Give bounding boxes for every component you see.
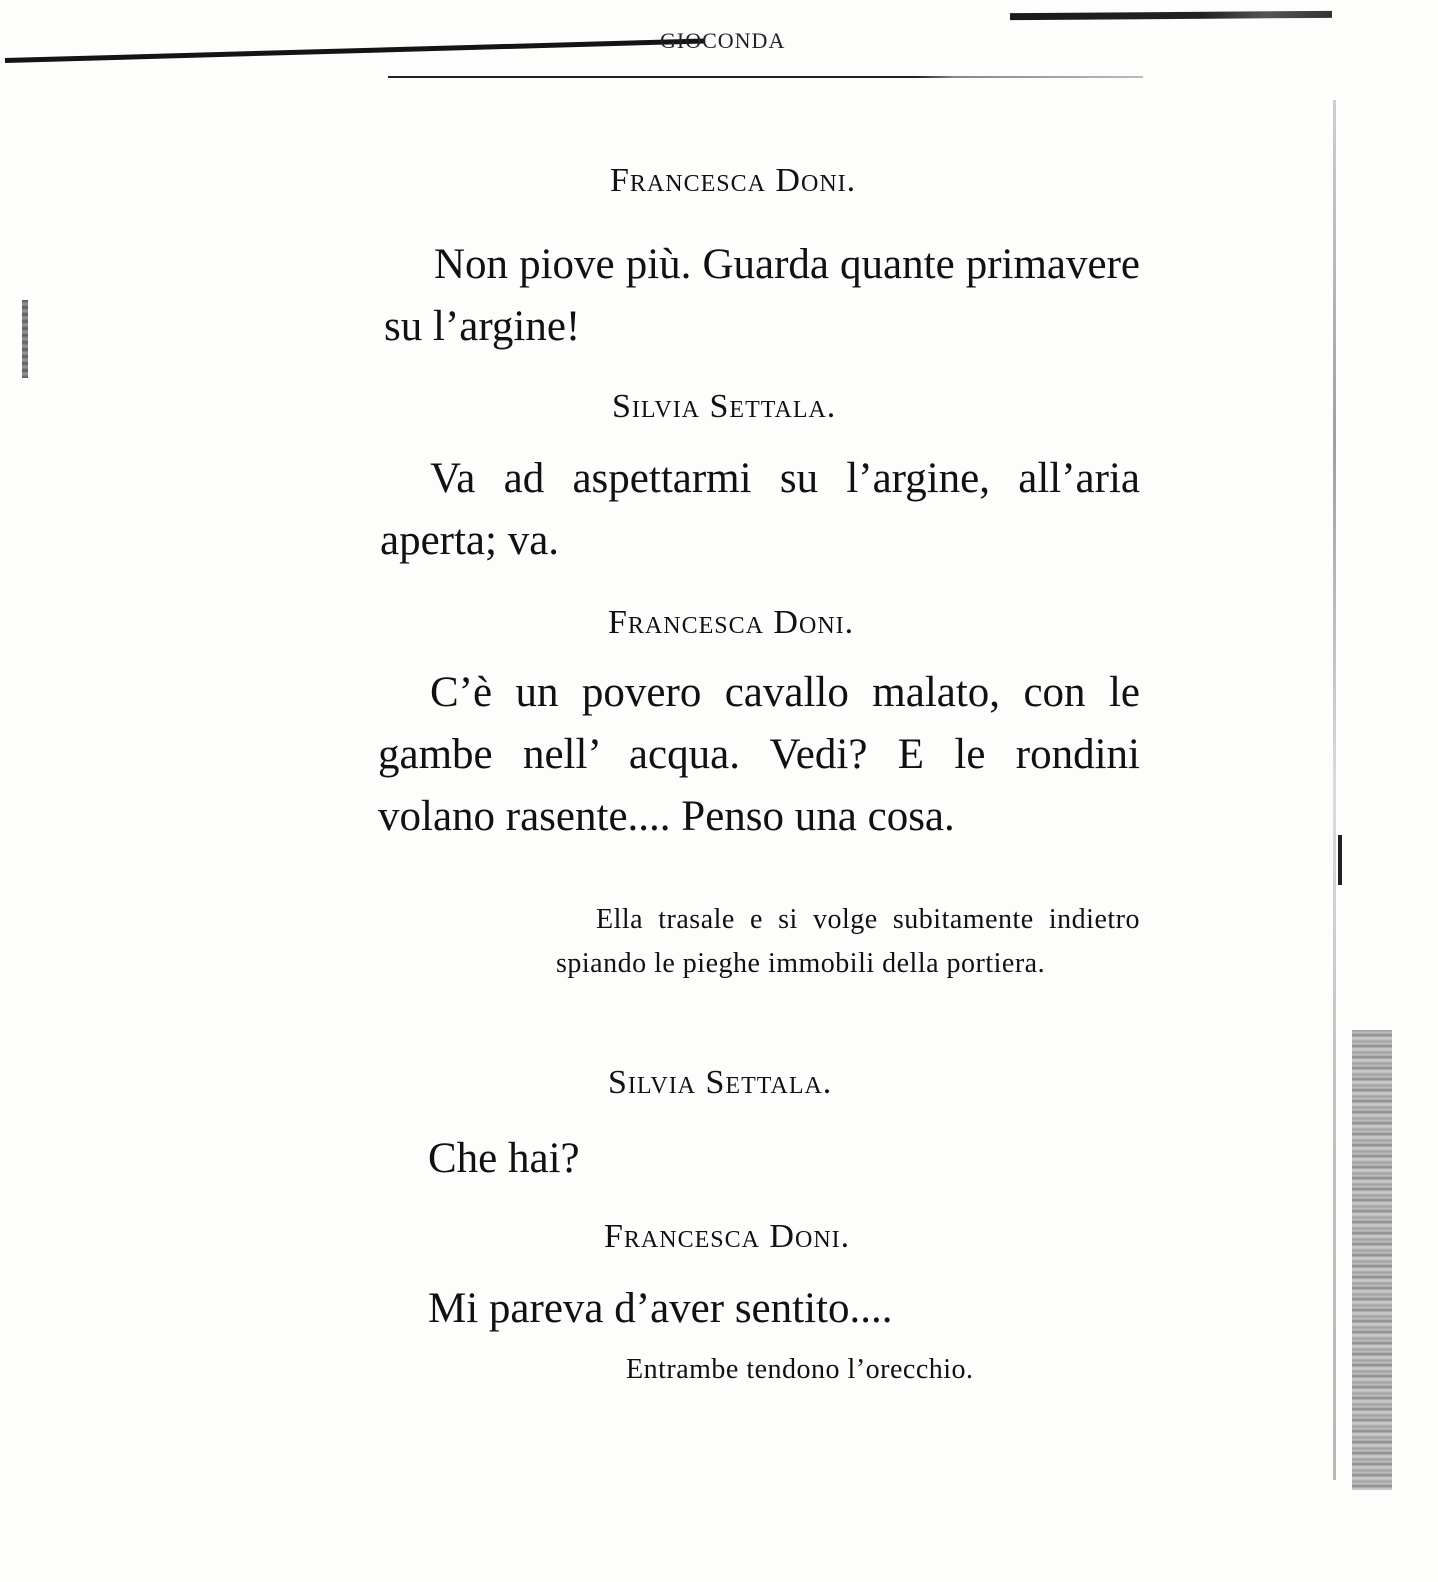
scan-rule-right bbox=[1010, 11, 1332, 20]
scan-mark-left bbox=[22, 300, 28, 378]
speech-text: C’è un povero cavallo malato, con le gambe nell’ acqua. Vedi? E le rondini volano rasente.... Penso una cosa. bbox=[378, 669, 1140, 840]
speaker-name: Francesca Doni. bbox=[610, 162, 857, 199]
speech-text: Non piove più. Guarda quante primavere su l’argine! bbox=[384, 241, 1140, 350]
speaker-name: Silvia Settala. bbox=[608, 1064, 833, 1101]
running-head: GIOCONDA bbox=[660, 28, 786, 53]
speaker-name: Francesca Doni. bbox=[608, 604, 855, 641]
speech-text: Che hai? bbox=[428, 1135, 580, 1182]
speaker-name: Francesca Doni. bbox=[604, 1218, 851, 1255]
header-rule bbox=[388, 76, 1143, 78]
scan-rule-left bbox=[5, 38, 705, 63]
speech-text: Va ad aspettarmi su l’argine, all’aria aperta; va. bbox=[380, 455, 1140, 564]
stage-direction: Ella trasale e si volge subitamente indietro spiando le pieghe immobili della portiera. bbox=[556, 904, 1140, 979]
stage-direction: Entrambe tendono l’orecchio. bbox=[626, 1354, 974, 1385]
scan-mark-right bbox=[1338, 835, 1342, 885]
speaker-name: Silvia Settala. bbox=[612, 388, 837, 425]
speech-text: Mi pareva d’aver sentito.... bbox=[428, 1285, 893, 1332]
page-edge-shadow bbox=[1333, 100, 1336, 1480]
page-edge-noise bbox=[1352, 1030, 1392, 1490]
